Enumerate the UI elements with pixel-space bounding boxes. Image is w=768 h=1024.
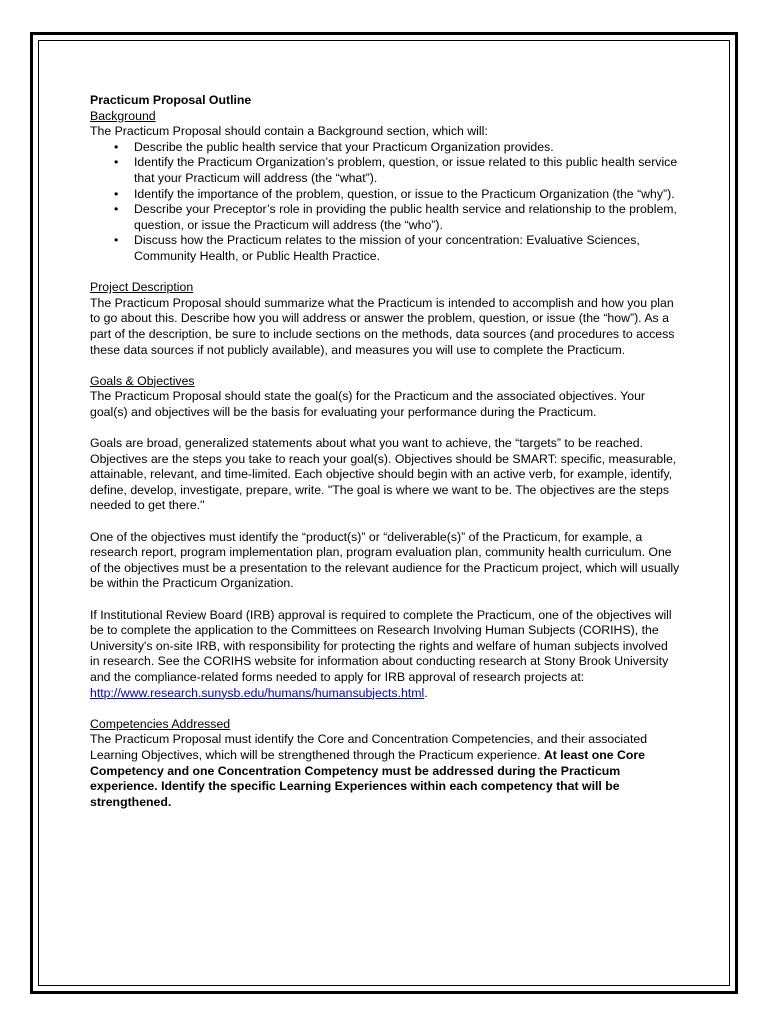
competencies-heading: Competencies Addressed <box>90 716 231 731</box>
goals-objectives-heading: Goals & Objectives <box>90 373 195 388</box>
background-bullet: • Describe your Preceptor’s role in providing the public health service and relationship to the problem, question, or issue the Practicum will address (the “who”). <box>134 202 680 233</box>
background-bullet: • Discuss how the Practicum relates to the mission of your concentration: Evaluative Sciences, Community Health, or Public Health Practice. <box>134 233 680 264</box>
project-description-heading: Project Description <box>90 280 194 295</box>
irb-text: If Institutional Review Board (IRB) approval is required to complete the Practicum, one of the objectives will be to complete the application to the Committees on Research Involving Human Subjects (CORIHS), the University's on-site IRB, with responsibility for protecting the rights and welfare of human subjects involved in research. See the CORIHS website for information about conducting research at Stony Brook University and the compliance-related forms needed to apply for IRB approval of research projects at: <box>90 607 672 684</box>
background-bullet-list <box>90 140 680 265</box>
document-body <box>90 93 680 810</box>
goals-paragraph-3: One of the objectives must identify the “product(s)” or “deliverable(s)” of the Practicum, for example, a research report, program implementation plan, program evaluation plan, community health curriculum. One of the objectives must be a presentation to the relevant audience for the Practicum project, which will usually be within the Practicum Organization. <box>90 529 680 591</box>
document-title: Practicum Proposal Outline <box>90 93 252 107</box>
goals-paragraph-1: The Practicum Proposal should state the goal(s) for the Practicum and the associated objectives. Your goal(s) and objectives will be the basis for evaluating your performance during the Practicum. <box>90 389 646 419</box>
background-bullet: • Identify the importance of the problem, question, or issue to the Practicum Organization (the “why”). <box>134 187 680 203</box>
background-bullet: • Describe the public health service that your Practicum Organization provides. <box>134 140 680 156</box>
background-intro: The Practicum Proposal should contain a Background section, which will: <box>90 124 488 139</box>
competencies-bold-text: At least one Core Competency and one Concentration Competency must be addressed during the Practicum experience. Identify the specific Learning Experiences within each competency that will be strengthened. <box>90 747 646 809</box>
background-heading: Background <box>90 108 156 123</box>
corihs-link[interactable]: http://www.research.sunysb.edu/humans/humansubjects.html <box>90 685 425 700</box>
link-suffix: . <box>424 685 428 700</box>
project-description-text: The Practicum Proposal should summarize what the Practicum is intended to accomplish and how you plan to go about this. Describe how you will address or answer the problem, question, or issue (the “how”). As a part of the description, be sure to include sections on the methods, data sources (and procedures to access these data sources if not publicly available), and measures you will use to complete the Practicum. <box>90 295 675 357</box>
background-bullet: • Identify the Practicum Organization’s problem, question, or issue related to this public health service that your Practicum will address (the “what”). <box>134 155 680 186</box>
goals-paragraph-4 <box>90 608 680 702</box>
competencies-paragraph <box>90 732 680 810</box>
competencies-text: The Practicum Proposal must identify the Core and Concentration Competencies, and their associated Learning Objectives, which will be strengthened through the Practicum experience. <box>90 732 648 762</box>
goals-paragraph-2: Goals are broad, generalized statements about what you want to achieve, the “targets” to be reached. Objectives are the steps you take to reach your goal(s). Objectives should be SMART: specific, measurable, attainable, relevant, and time-limited. Each objective should begin with an active verb, for example, identify, define, develop, investigate, prepare, write. "The goal is where we want to be. The objectives are the steps needed to get there." <box>90 436 677 513</box>
